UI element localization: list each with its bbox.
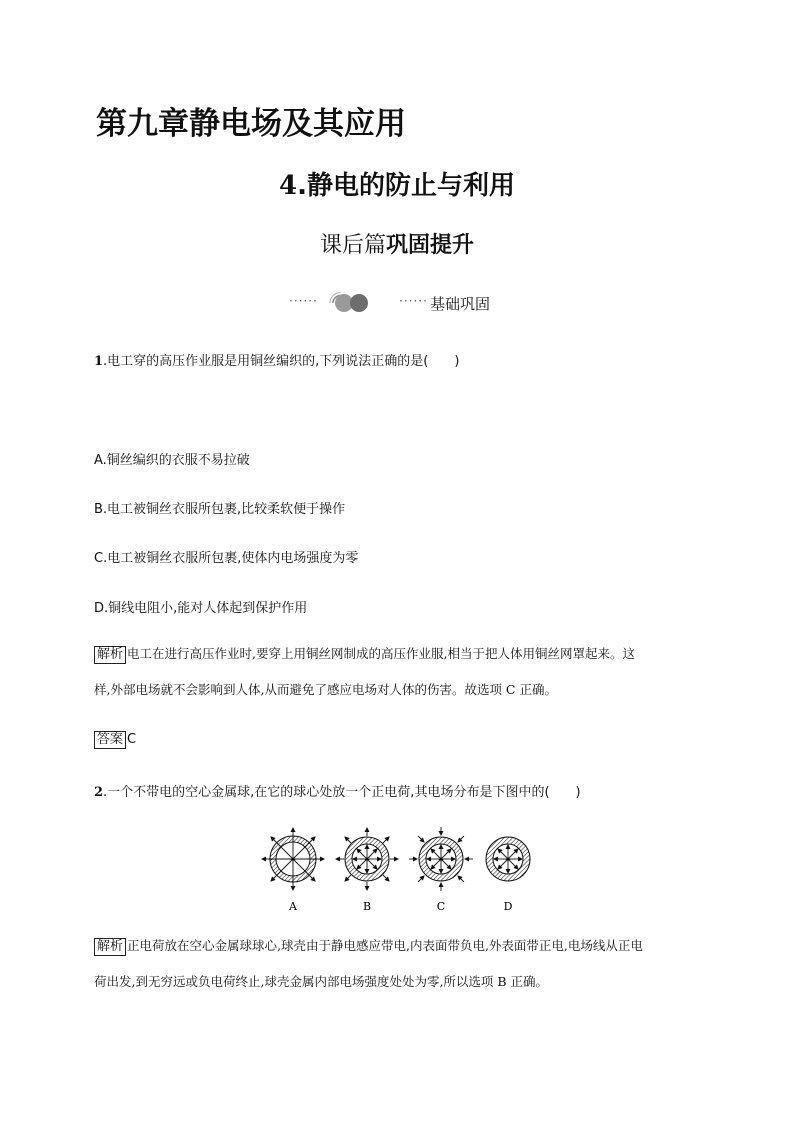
section-title [0,165,794,202]
svg-text:+: + [505,856,511,864]
figure-d [486,837,530,881]
figure-label-a: A [289,900,297,913]
subtitle-bold: 巩固提升 [386,233,475,258]
option-b: B.电工被铜丝衣服所包裹,比较柔软便于操作 [94,502,346,517]
answer-value: C [127,732,137,747]
question-text: .一个不带电的空心金属球,在它的球心处放一个正电荷,其电场分布是下图中的( ) [103,785,581,800]
figure-c [409,827,473,891]
svg-text:+: + [290,856,296,864]
figure-label-c: C [436,900,446,913]
question-1-analysis [94,636,700,708]
figure-label-d: D [503,900,513,913]
option-c: C.电工被铜丝衣服所包裹,使体内电场强度为零 [94,551,359,566]
section-title-text: .静电的防止与利用 [297,171,515,201]
subtitle-light: 课后篇 [319,233,386,258]
svg-text:+: + [364,856,370,864]
figure-a [262,828,324,890]
option-a: A.铜丝编织的衣服不易拉破 [94,453,250,468]
analysis-line: 样,外部电场就不会影响到人体,从而避免了感应电场对人体的伤害。故选项 C 正确。 [94,682,557,697]
analysis-line [94,928,700,964]
question-2-stem [94,781,581,800]
field-distribution-figure [258,826,548,918]
question-2-analysis [94,928,700,1000]
option-d: D.铜线电阻小,能对人体起到保护作用 [94,601,308,616]
analysis-line: 荷出发,到无穷远或负电荷终止,球壳金属内部电场强度处处为零,所以选项 B 正确。 [94,974,549,989]
dots-right: ······ [399,294,428,308]
subtitle [0,228,794,259]
level-badge-icon [325,290,375,316]
analysis-text: 正电荷放在空心金属球球心,球壳由于静电感应带电,内表面带负电,外表面带正电,电场线从正电 [127,938,643,953]
analysis-tag: 解析 [94,938,126,956]
chapter-title: 第九章静电场及其应用 [96,106,406,142]
question-text: .电工穿的高压作业服是用铜丝编织的,下列说法正确的是( ) [103,354,460,369]
question-number: 2 [94,785,104,800]
analysis-text: 电工在进行高压作业时,要穿上用铜丝网制成的高压作业服,相当于把人体用铜丝网罩起来。这 [127,646,635,661]
level-indicator [289,290,517,316]
level-label: 基础巩固 [430,295,491,313]
answer-tag: 答案 [94,731,126,749]
section-number: 4 [279,171,298,201]
dots-left: ······ [289,294,318,308]
figure-label-b: B [362,900,372,913]
svg-text:+: + [438,856,444,864]
analysis-line [94,636,700,672]
question-1-answer [94,731,136,749]
analysis-tag: 解析 [94,646,126,664]
question-1-stem [94,350,459,369]
figure-b [336,828,398,890]
question-number: 1 [94,354,104,369]
